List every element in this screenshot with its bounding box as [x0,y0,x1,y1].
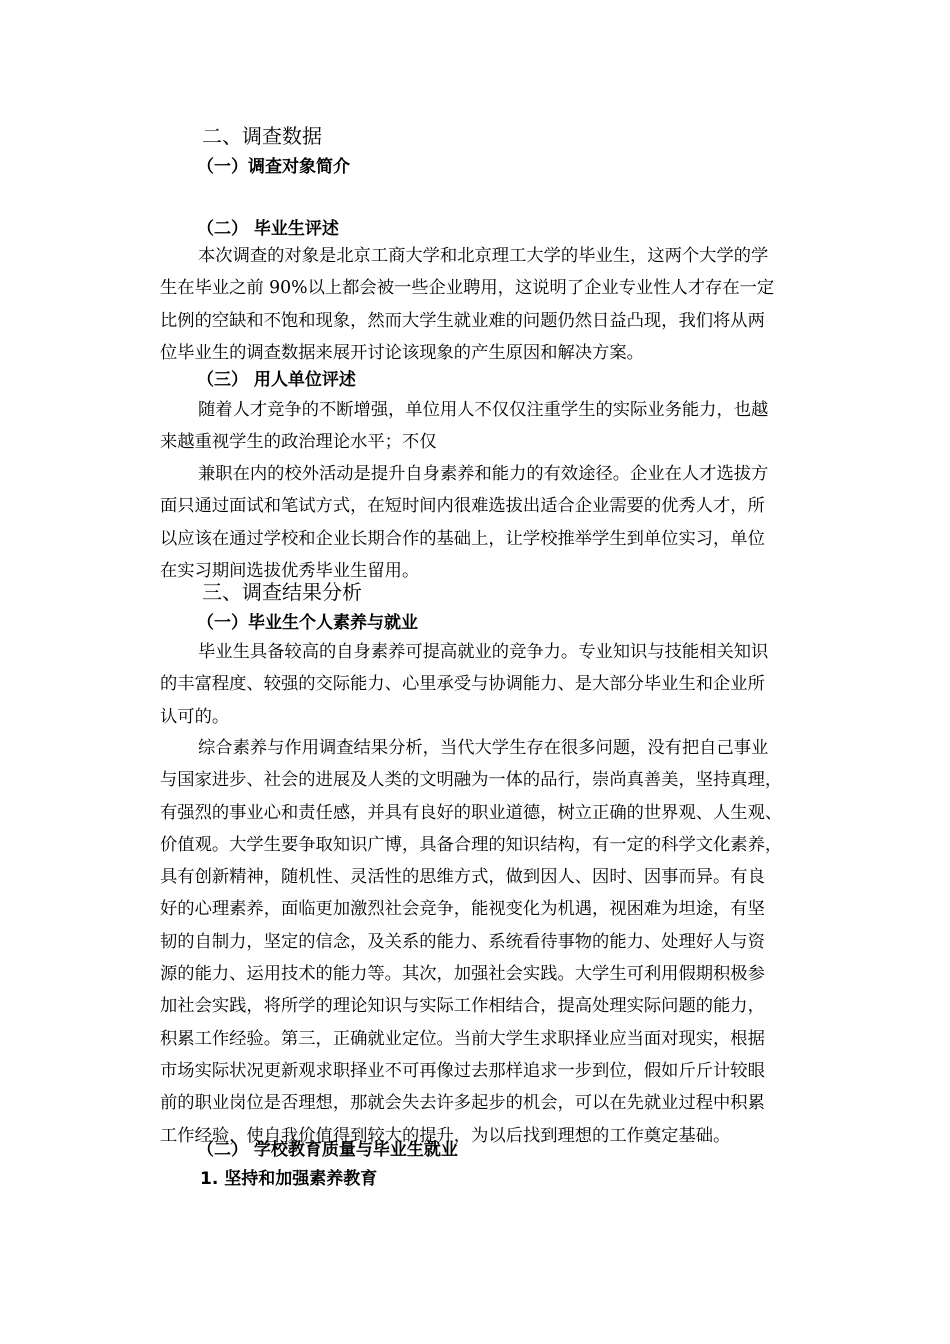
text-line: 在实习期间选拔优秀毕业生留用。 [160,560,420,581]
paragraph-employer-review-1 [160,394,832,459]
subheading-employer-review: （三） 用人单位评述 [197,370,356,390]
text-line: 好的心理素养，面临更加激烈社会竞争，能视变化为机遇，视困难为坦途，有坚 [160,899,765,920]
text-line: 随着人才竞争的不断增强，单位用人不仅仅注重学生的实际业务能力，也越 [198,400,769,420]
text-line: 认可的。 [160,706,230,727]
text-line: 工作经验，使自我价值得到较大的提升，为以后找到理想的工作奠定基础。 [160,1125,731,1146]
text-line: 加社会实践，将所学的理论知识与实际工作相结合，提高处理实际问题的能力， [160,996,765,1017]
text-line: 市场实际状况更新观求职择业不可再像过去那样追求一步到位，假如斤斤计较眼 [160,1060,765,1081]
subheading-quality-education: 1. 坚持和加强素养教育 [200,1169,378,1189]
subheading-survey-subjects: （一）调查对象简介 [197,157,350,177]
text-line: 本次调查的对象是北京工商大学和北京理工大学的毕业生，这两个大学的学 [198,246,769,266]
text-line: 来越重视学生的政治理论水平；不仅 [160,432,437,453]
subheading-personal-quality: （一）毕业生个人素养与就业 [197,613,418,633]
text-line: 与国家进步、社会的进展及人类的文明融为一体的品行，崇尚真善美，坚持真理， [160,770,783,791]
text-line: 的丰富程度、较强的交际能力、心里承受与协调能力、是大部分毕业生和企业所 [160,674,765,695]
text-line: 积累工作经验。第三，正确就业定位。当前大学生求职择业应当面对现实，根据 [160,1028,765,1049]
subheading-school-education: （二） 学校教育质量与毕业生就业 [197,1140,458,1160]
paragraph-employer-review-2 [160,458,832,587]
text-line: 生在毕业之前 90%以上都会被一些企业聘用，这说明了企业专业性人才存在一定 [160,278,775,299]
text-line: 位毕业生的调查数据来展开讨论该现象的产生原因和解决方案。 [160,342,644,363]
section-heading-survey-data: 二、调查数据 [202,124,322,148]
text-line: 面只通过面试和笔试方式，在短时间内很难选拔出适合企业需要的优秀人才，所 [160,496,765,517]
text-line: 比例的空缺和不饱和现象，然而大学生就业难的问题仍然日益凸现，我们将从两 [160,310,765,331]
paragraph-personal-quality-1 [160,636,832,733]
text-line: 韧的自制力，坚定的信念，及关系的能力、系统看待事物的能力、处理好人与资 [160,931,765,952]
text-line: 毕业生具备较高的自身素养可提高就业的竞争力。专业知识与技能相关知识 [198,642,769,662]
text-line: 源的能力、运用技术的能力等。其次，加强社会实践。大学生可利用假期积极参 [160,964,765,985]
text-line: 有强烈的事业心和责任感，并具有良好的职业道德，树立正确的世界观、人生观、 [160,802,783,823]
text-line: 综合素养与作用调查结果分析，当代大学生存在很多问题，没有把自己事业 [198,738,769,758]
text-line: 兼职在内的校外活动是提升自身素养和能力的有效途径。企业在人才选拔方 [198,464,769,484]
section-heading-result-analysis: 三、调查结果分析 [202,580,362,604]
text-line: 具有创新精神，随机性、灵活性的思维方式，做到因人、因时、因事而异。有良 [160,867,765,888]
subheading-graduate-review: （二） 毕业生评述 [197,219,339,239]
text-line: 前的职业岗位是否理想，那就会失去许多起步的机会，可以在先就业过程中积累 [160,1093,765,1114]
text-line: 以应该在通过学校和企业长期合作的基础上，让学校推举学生到单位实习，单位 [160,528,765,549]
text-line: 价值观。大学生要争取知识广博，具备合理的知识结构，有一定的科学文化素养， [160,834,783,855]
paragraph-graduate-review [160,240,832,369]
paragraph-personal-quality-2 [160,732,832,1152]
